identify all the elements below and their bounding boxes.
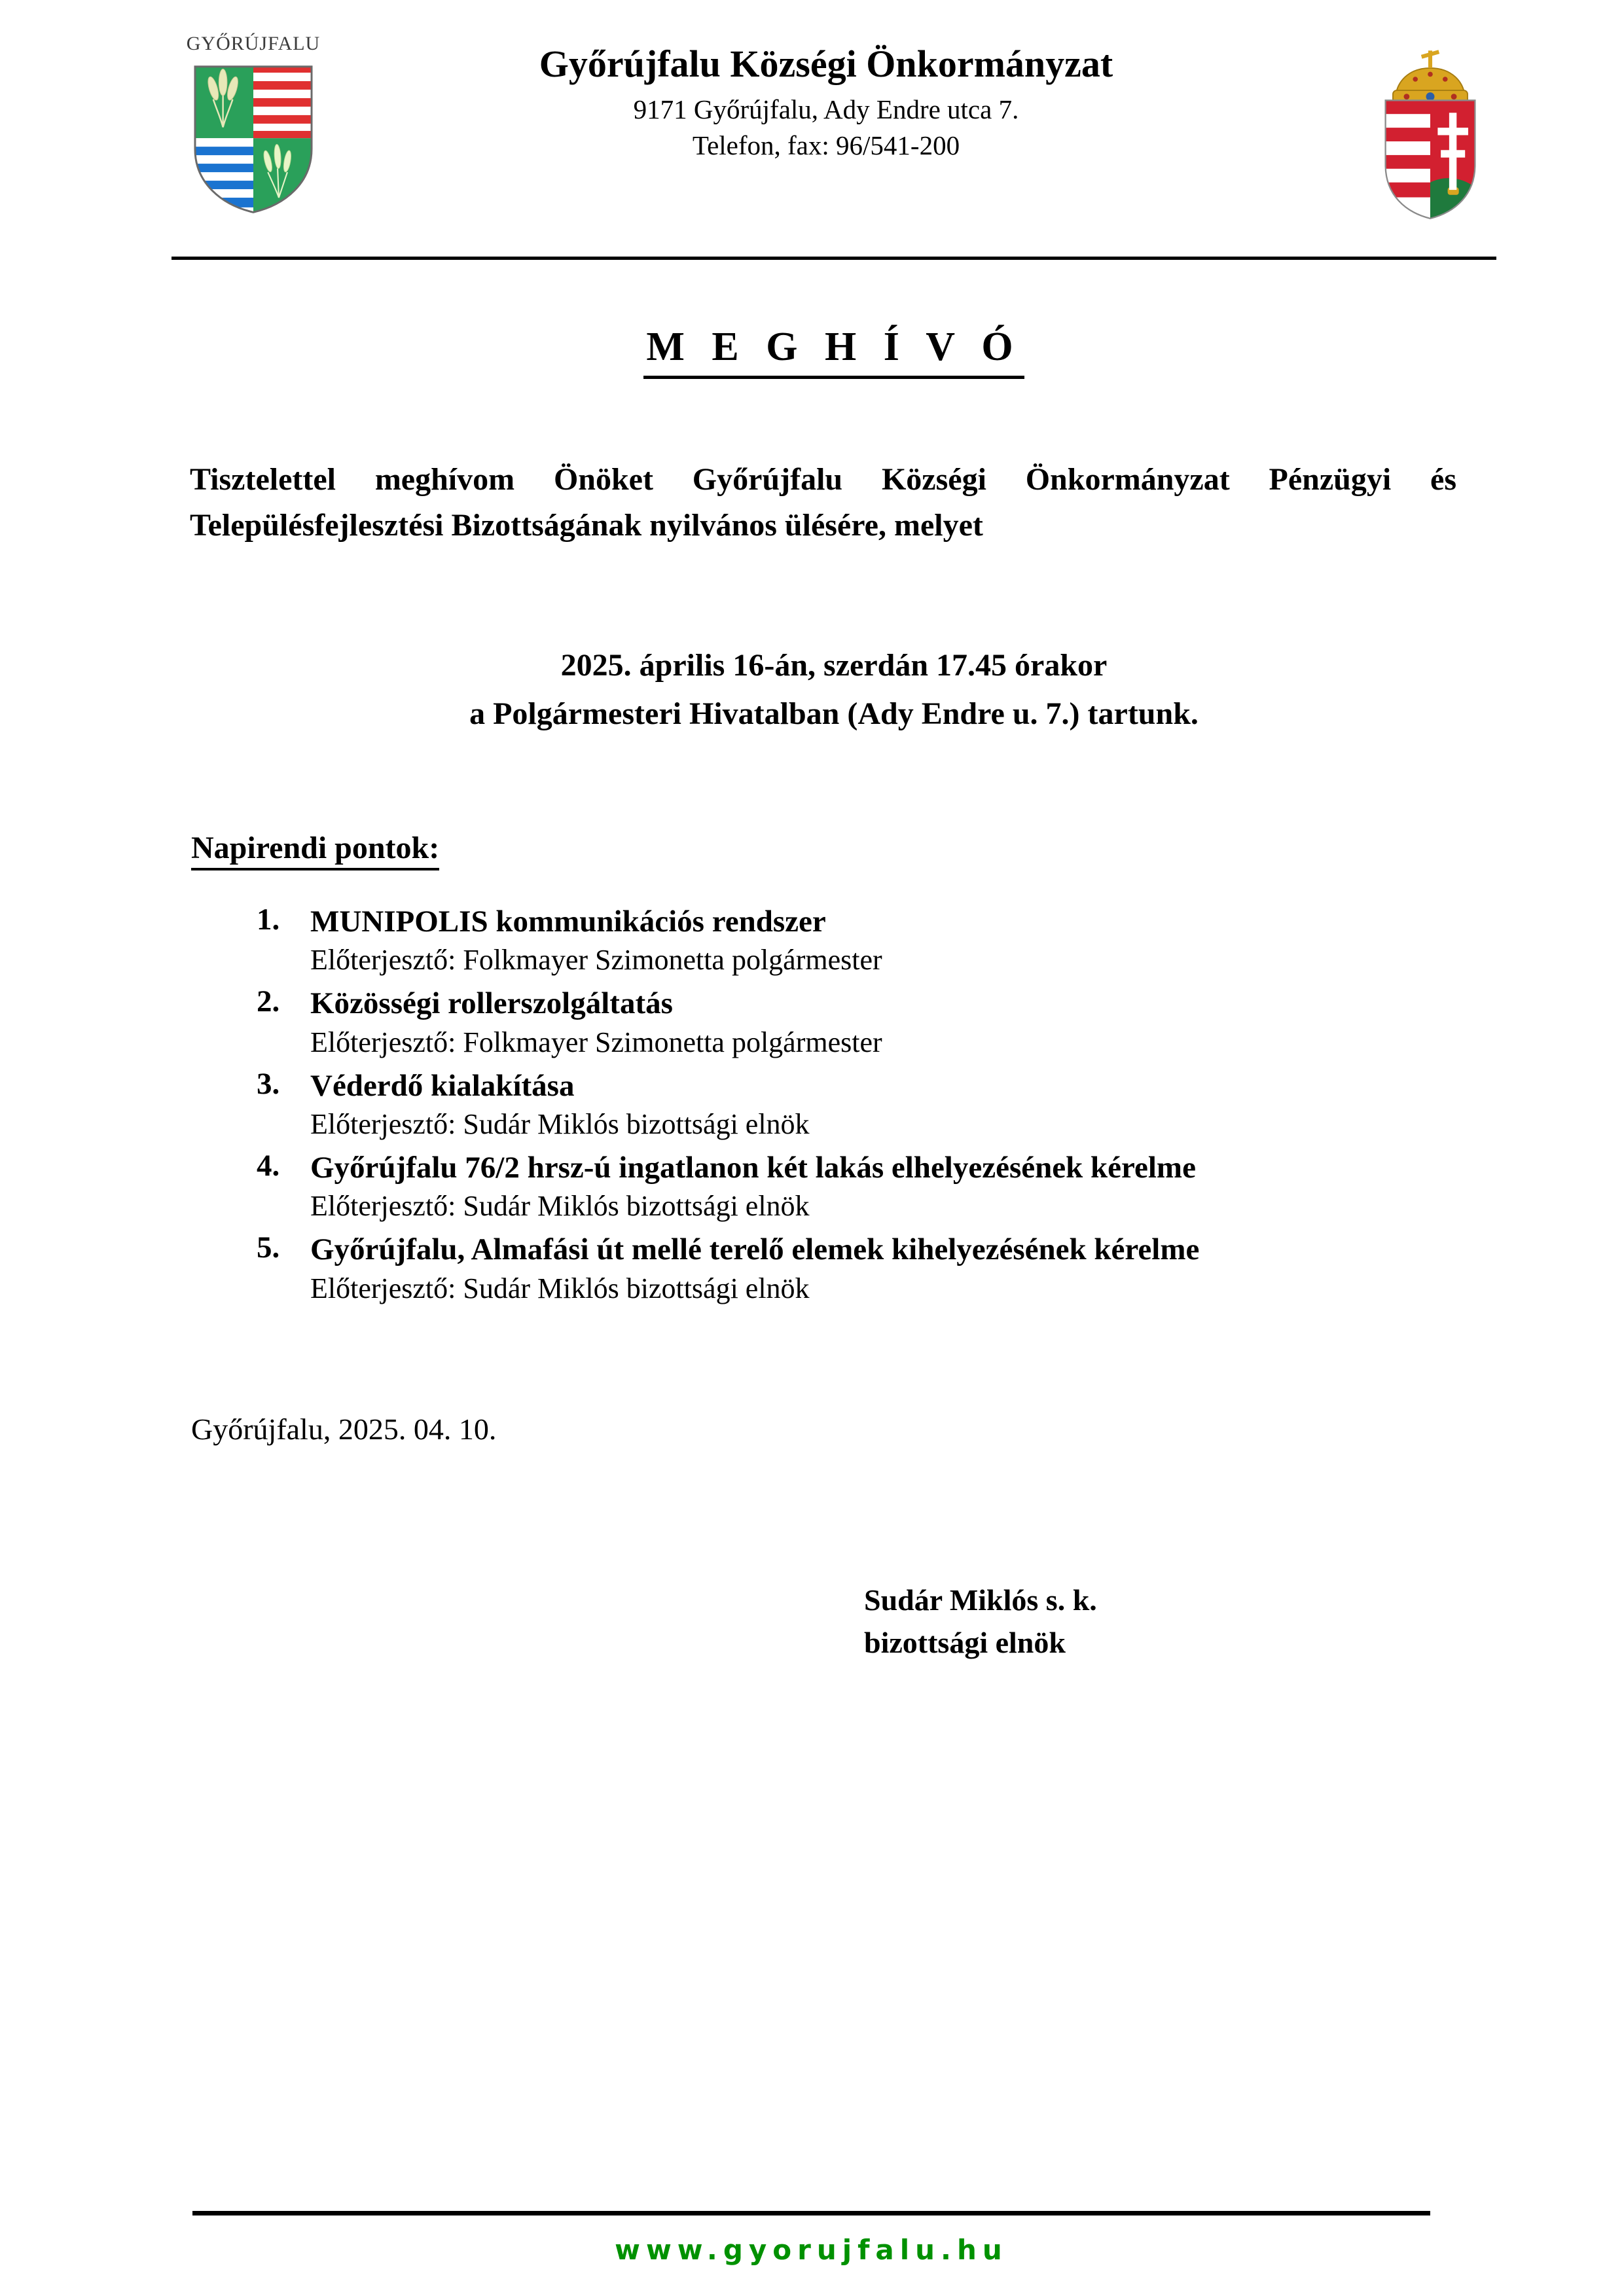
agenda-item (257, 1066, 1533, 1143)
gyorujfalu-shield-icon (192, 64, 314, 215)
place-and-date: Győrújfalu, 2025. 04. 10. (191, 1412, 497, 1446)
agenda-item-number: 1. (257, 903, 280, 937)
agenda-list (191, 902, 1533, 1312)
agenda-heading-text: Napirendi pontok: (191, 831, 439, 870)
hungary-coat-of-arms-icon (1368, 34, 1492, 224)
page-title-text: M E G H Í V Ó (643, 325, 1024, 379)
agenda-item-presenter: Előterjesztő: Sudár Miklós bizottsági elnök (310, 1190, 810, 1223)
document-header (171, 26, 1496, 242)
agenda-item (257, 1230, 1533, 1306)
agenda-item (257, 1148, 1533, 1225)
agenda-item-title: Győrújfalu 76/2 hrsz-ú ingatlanon két lakás elhelyezésének kérelme (310, 1151, 1196, 1185)
page-title (171, 324, 1496, 370)
signature-block (864, 1579, 1097, 1664)
agenda-heading (191, 830, 439, 866)
meeting-datetime: 2025. április 16-án, szerdán 17.45 órakor (560, 648, 1108, 683)
agenda-item-number: 3. (257, 1066, 280, 1101)
organization-phone: Telefon, fax: 96/541-200 (692, 130, 960, 161)
website-url[interactable]: www.gyorujfalu.hu (615, 2234, 1008, 2266)
agenda-item-presenter: Előterjesztő: Folkmayer Szimonetta polgármester (310, 1026, 882, 1058)
agenda-item-presenter: Előterjesztő: Sudár Miklós bizottsági elnök (310, 1107, 810, 1140)
agenda-item (257, 984, 1533, 1060)
organization-address: 9171 Győrújfalu, Ady Endre utca 7. (633, 94, 1019, 124)
agenda-item-number: 2. (257, 984, 280, 1019)
signature-name: Sudár Miklós s. k. (864, 1583, 1097, 1617)
organization-name: Győrújfalu Községi Önkormányzat (539, 43, 1113, 85)
meeting-place: a Polgármesteri Hivatalban (Ady Endre u. 7.) tartunk. (469, 696, 1199, 732)
agenda-item-title: MUNIPOLIS kommunikációs rendszer (310, 905, 826, 939)
meeting-details (171, 641, 1496, 739)
invitation-paragraph: Tisztelettel meghívom Önöket Győrújfalu Községi Önkormányzat Pénzügyi és Településfejlesztési Bizottságának nyilvános ülésére, melyet (190, 462, 1456, 543)
footer-divider (192, 2211, 1430, 2215)
agenda-item-title: Győrújfalu, Almafási út mellé terelő elemek kihelyezésének kérelme (310, 1232, 1200, 1267)
agenda-item-number: 5. (257, 1230, 280, 1265)
agenda-item-number: 4. (257, 1149, 280, 1183)
agenda-item-presenter: Előterjesztő: Sudár Miklós bizottsági elnök (310, 1272, 810, 1304)
agenda-item (257, 902, 1533, 978)
header-divider (171, 257, 1496, 260)
signature-role: bizottsági elnök (864, 1626, 1066, 1660)
header-text-block (335, 43, 1317, 164)
agenda-item-presenter: Előterjesztő: Folkmayer Szimonetta polgármester (310, 944, 882, 977)
agenda-item-title: Közösségi rollerszolgáltatás (310, 986, 673, 1021)
agenda-item-title: Véderdő kialakítása (310, 1068, 575, 1103)
gyorujfalu-crest-label: GYŐRÚJFALU (186, 33, 321, 54)
gyorujfalu-crest (178, 33, 329, 229)
